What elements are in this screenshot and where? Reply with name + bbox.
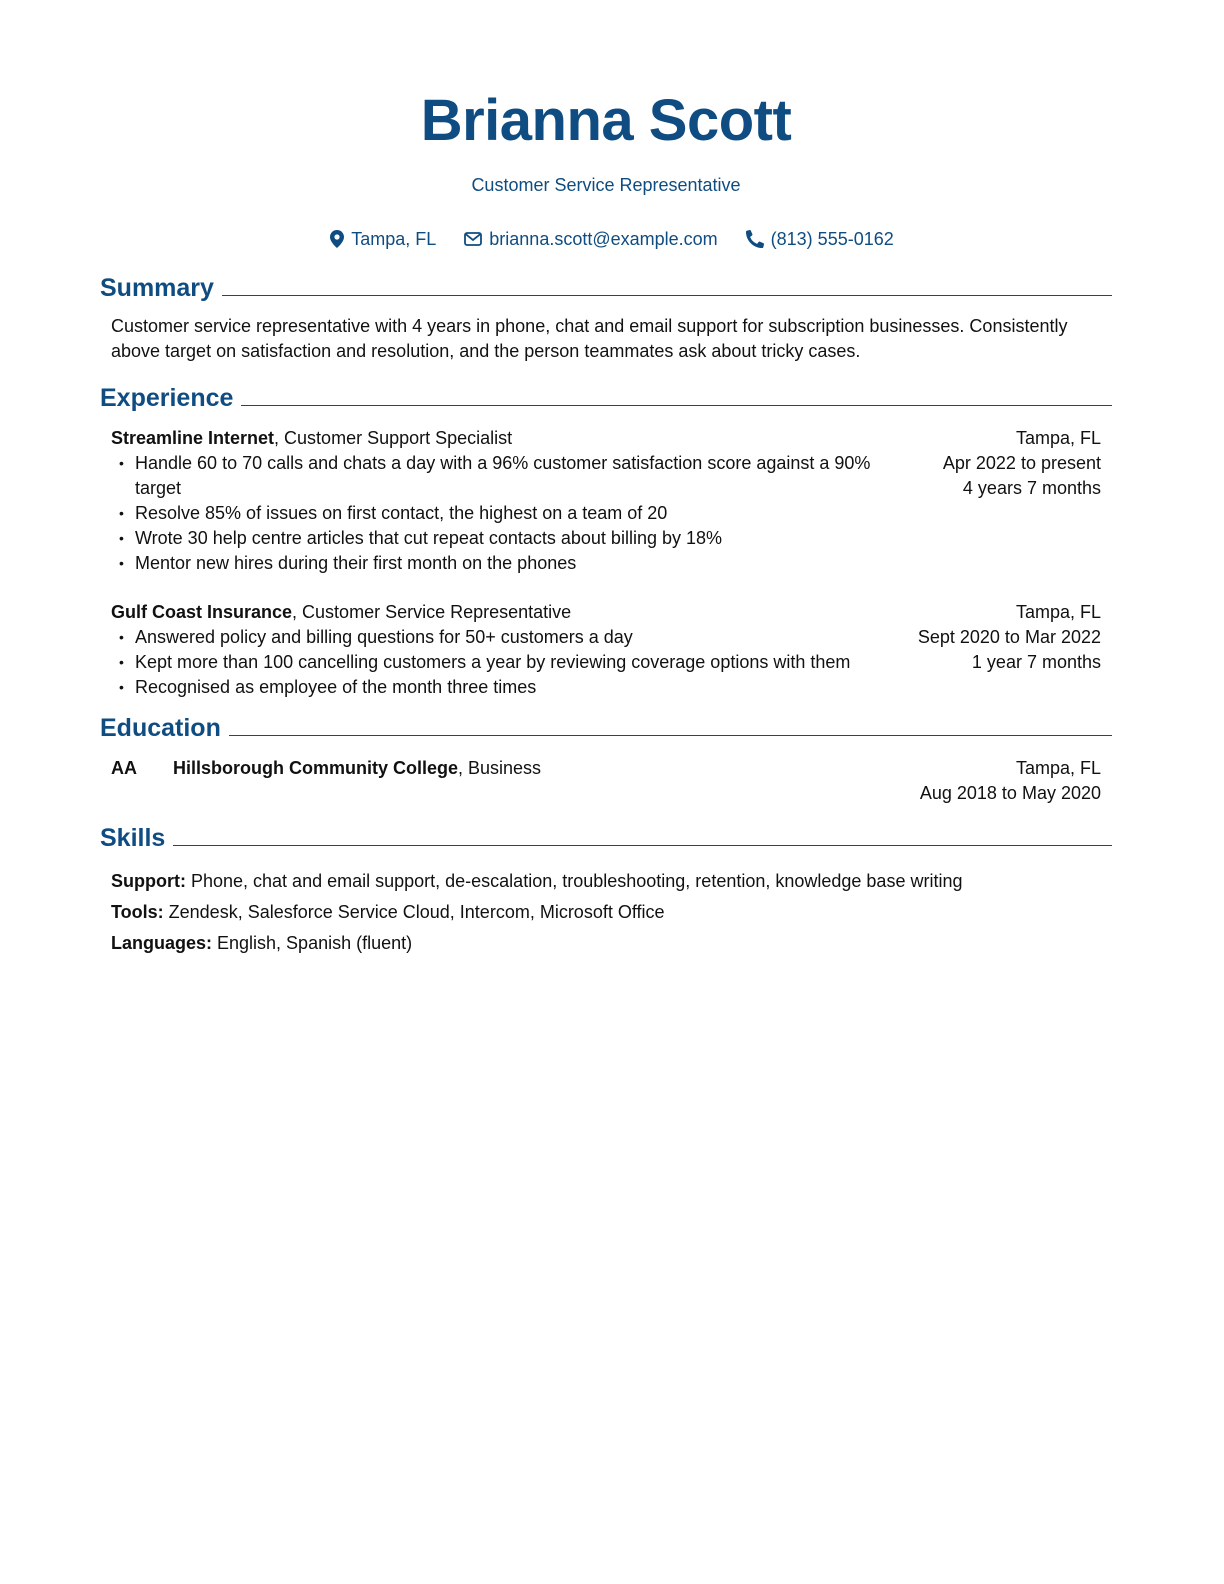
candidate-name: Brianna Scott: [420, 88, 792, 153]
phone-icon: [746, 230, 764, 248]
job-bullets: [111, 451, 903, 576]
contact-bar: [100, 228, 1112, 250]
experience-heading: Experience: [100, 384, 234, 412]
education-dates: Aug 2018 to May 2020: [919, 783, 1101, 803]
skill-line: [111, 866, 1101, 897]
skill-line: [111, 897, 1101, 928]
job-company: Gulf Coast Insurance: [111, 602, 293, 622]
summary-text: Customer service representative with 4 years in phone, chat and email support for subscription businesses. Consistently above target on satisfaction and resolution, and the person teammates ask about tricky cases.: [111, 316, 1068, 361]
job-dates: Sept 2020 to Mar 2022: [917, 627, 1101, 647]
skills-section: [100, 824, 1112, 959]
job-role: , Customer Support Specialist: [274, 428, 513, 448]
job-location: Tampa, FL: [1015, 428, 1101, 448]
section-divider: [241, 405, 1112, 406]
job-entry: [111, 426, 1101, 576]
list-item: • Answered policy and billing questions for 50+ customers a day: [111, 625, 878, 650]
skill-label: Support:: [111, 871, 186, 891]
job-heading: [111, 600, 878, 625]
job-bullets: [111, 625, 878, 700]
job-duration: 4 years 7 months: [962, 478, 1101, 498]
education-section: [100, 714, 1112, 806]
section-divider: [222, 295, 1112, 296]
skill-value: Phone, chat and email support, de-escalation, troubleshooting, retention, knowledge base writing: [185, 871, 963, 891]
education-school: Hillsborough Community College: [173, 758, 459, 778]
education-location: Tampa, FL: [1015, 758, 1101, 778]
job-duration: 1 year 7 months: [971, 652, 1101, 672]
education-degree: AA: [111, 758, 137, 778]
contact-phone[interactable]: [746, 228, 894, 250]
list-item: • Wrote 30 help centre articles that cut repeat contacts about billing by 18%: [111, 526, 903, 551]
job-location: Tampa, FL: [1015, 602, 1101, 622]
candidate-title: Customer Service Representative: [471, 175, 741, 195]
job-meta: [918, 600, 1101, 700]
job-heading: [111, 426, 903, 451]
list-item: • Kept more than 100 cancelling customers a year by reviewing coverage options with them: [111, 650, 878, 675]
job-dates: Apr 2022 to present: [942, 453, 1101, 473]
job-company: Streamline Internet: [111, 428, 275, 448]
location-text: Tampa, FL: [351, 229, 437, 249]
experience-section: [100, 384, 1112, 700]
resume-header: [100, 0, 1112, 250]
skill-value: Zendesk, Salesforce Service Cloud, Intercom, Microsoft Office: [163, 902, 665, 922]
skill-line: [111, 928, 1101, 959]
job-meta: [943, 426, 1101, 576]
summary-heading-row: [100, 274, 1112, 302]
skills-heading-row: [100, 824, 1112, 852]
summary-heading: Summary: [100, 274, 214, 302]
experience-heading-row: [100, 384, 1112, 412]
education-field: , Business: [458, 758, 542, 778]
job-entry: [111, 600, 1101, 700]
envelope-icon: [464, 232, 482, 246]
skills-heading: Skills: [100, 824, 166, 852]
list-item: • Mentor new hires during their first month on the phones: [111, 551, 903, 576]
section-divider: [173, 845, 1112, 846]
contact-location: [330, 228, 436, 250]
summary-section: [100, 274, 1112, 364]
job-role: , Customer Service Representative: [292, 602, 572, 622]
contact-email[interactable]: [464, 228, 717, 250]
skill-value: English, Spanish (fluent): [212, 933, 413, 953]
phone-text[interactable]: (813) 555-0162: [770, 229, 894, 249]
education-heading-row: [100, 714, 1112, 742]
list-item: • Handle 60 to 70 calls and chats a day with a 96% customer satisfaction score against a 90% target: [111, 451, 903, 501]
education-heading: Education: [100, 714, 221, 742]
education-entry: [111, 756, 1101, 806]
section-divider: [229, 735, 1112, 736]
list-item: • Resolve 85% of issues on first contact, the highest on a team of 20: [111, 501, 903, 526]
map-pin-icon: [330, 230, 344, 248]
email-link[interactable]: brianna.scott@example.com: [489, 229, 718, 249]
skill-label: Languages:: [111, 933, 213, 953]
list-item: • Recognised as employee of the month three times: [111, 675, 878, 700]
skill-label: Tools:: [111, 902, 164, 922]
education-meta: [920, 756, 1101, 806]
